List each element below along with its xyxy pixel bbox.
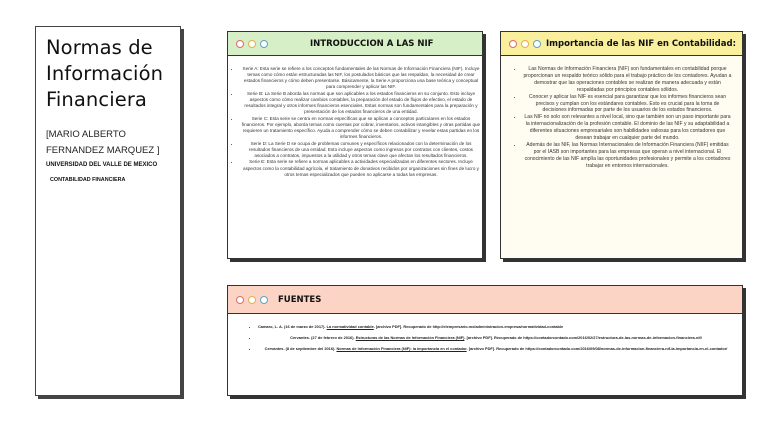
intro-list [228, 66, 482, 178]
reference-text: . [archivo PDF]. Recuperado de https://contadorcontado.com/2016/02/27/estructura-de-las-normas-de-informacion-financiera-nif/ [464, 335, 702, 340]
reference-link[interactable]: La normatividad contable [326, 324, 374, 329]
list-item: • Las NIF no solo son relevantes a nivel local, sino que también son un paso importante para la internacionalización de la profesión contable. El dominio de las NIF y su adaptabilidad a diferentes situaciones empresariales son habilidades valiosas para los contadores que desean trabajar en cualquier parte del mundo. [523, 114, 732, 142]
minimize-dot-icon[interactable] [248, 40, 256, 48]
subject-name: CONTABILIDAD FINANCIERA [50, 177, 126, 183]
list-item: • Serie D: La Serie D se ocupa de problemas comunes y específicos relacionados con la determinación de los resultados financieros de una entidad. Esto incluye aspectos como ingresos por contratos con clientes, costos asociados a contratos, impuestos a la utilidad y otros temas clave que afectan los resultados financieros. [240, 141, 482, 159]
importance-titlebar [501, 32, 742, 56]
intro-titlebar [228, 32, 482, 56]
minimize-dot-icon[interactable] [248, 296, 256, 304]
reference-item [258, 335, 734, 340]
sources-titlebar [228, 286, 742, 314]
importance-list [501, 66, 742, 170]
cover-card [35, 26, 181, 396]
list-item: • Las Normas de Información Financiera (NIF) son fundamentales en contabilidad porque proporcionan un respaldo teórico sólido para el trabajo práctico de los contadores. Ayudan a demostrar que las operaciones contables se realizan de manera adecuada y están respaldadas por principios contables sólidos. [523, 66, 732, 94]
reference-item [258, 324, 734, 329]
maximize-dot-icon[interactable] [533, 40, 541, 48]
reference-text: Cervantes. (27 de febrero de 2016). [290, 335, 356, 340]
maximize-dot-icon[interactable] [260, 296, 268, 304]
list-item: • Conocer y aplicar las NIF es esencial para garantizar que los informes financieros sean precisos y cumplan con los estándares contables. Esto es crucial para la toma de decisiones informadas por parte de los usuarios de los estados financieros. [523, 94, 732, 115]
window-controls [509, 40, 541, 48]
document-title: Normas de Información Financiera [46, 36, 164, 111]
list-item: • Serie C: Esta serie se centra en normas específicas que se aplican a conceptos particulares en los estados financieros. Por ejemplo, aborda temas como cuentas por cobrar, inventarios, activos intangibles y otras partidas que requieren un tratamiento específico. Ayuda a comprender cómo se deben contabilizar y revelar estas partidas en los informes financieros. [240, 116, 482, 140]
reference-text: Cervantes. (8 de septiembre del 2016). [264, 346, 337, 351]
close-dot-icon[interactable] [236, 40, 244, 48]
reference-item [258, 346, 734, 351]
window-controls [236, 40, 268, 48]
intro-title: INTRODUCCION A LAS NIF [310, 38, 434, 49]
reference-text: Camaro, L. A. (16 de marzo de 2017). [258, 324, 327, 329]
reference-link[interactable]: Normas de Información Financiera (NIF): la importancia en el contador [336, 346, 467, 351]
list-item: • Serie A: Esta serie se refiere a los conceptos fundamentales de las Normas de Información Financiera (NIF). Incluye temas como cómo están estructuradas las NIF, los postulados básicos que las respaldan, la necesidad de crear estados financieros y cómo deben presentarse. Básicamente, la Serie A proporciona una base teórica y conceptual para comprender y aplicar las NIF. [240, 66, 482, 90]
importance-title: Importancia de las NIF en Contabilidad: [546, 38, 736, 49]
list-item: • Serie E: Esta serie se refiere a normas aplicables a actividades especializadas en diferentes sectores. Incluye aspectos como la contabilidad agrícola, el tratamiento de donativos recibidos por organizaciones sin fines de lucro y otros temas especializados que pueden no aplicarse a todas las empresas. [240, 159, 482, 177]
window-controls [236, 296, 268, 304]
sources-list [228, 324, 742, 351]
list-item: • Además de las NIF, las Normas Internacionales de Información Financiera (NIIF) emitidas por el IASB son importantes para las empresas que operan a nivel internacional. El conocimiento de las NIF amplía las oportunidades profesionales y permite a los contadores trabajar en entornos internacionales. [523, 142, 732, 170]
list-item: • Serie B: La Serie B aborda las normas que son aplicables a los estados financieros en su conjunto. Esto incluye aspectos como cómo realizar cambios contables, la preparación del estado de flujos de efectivo, el estado de resultados integral y otros informes financieros esenciales. Estas normas son fundamentales para la preparación y presentación de los estados financieros de una entidad. [240, 91, 482, 115]
intro-window [227, 31, 483, 259]
importance-window [500, 31, 743, 259]
reference-text: . [archivo PDF]. Recuperado de http://elempresario.mx/administracion-empresa/normatividad-contable [373, 324, 564, 329]
close-dot-icon[interactable] [509, 40, 517, 48]
minimize-dot-icon[interactable] [521, 40, 529, 48]
close-dot-icon[interactable] [236, 296, 244, 304]
maximize-dot-icon[interactable] [260, 40, 268, 48]
sources-window [227, 285, 743, 396]
reference-link[interactable]: Estructuras de las Normas de Información Financiera (NIF) [355, 335, 465, 340]
school-name: UNIVERSIDAD DEL VALLE DE MEXICO [46, 162, 158, 168]
author-name: [MARIO ALBERTO FERNANDEZ MARQUEZ ] [46, 129, 160, 156]
reference-text: . [archivo PDF]. Recuperado de https://contadorcontado.com/2016/09/08/normas-de-informacion-financiera-nif-la-importancia-en-el-contador/ [466, 346, 728, 351]
sources-title: FUENTES [278, 294, 322, 305]
